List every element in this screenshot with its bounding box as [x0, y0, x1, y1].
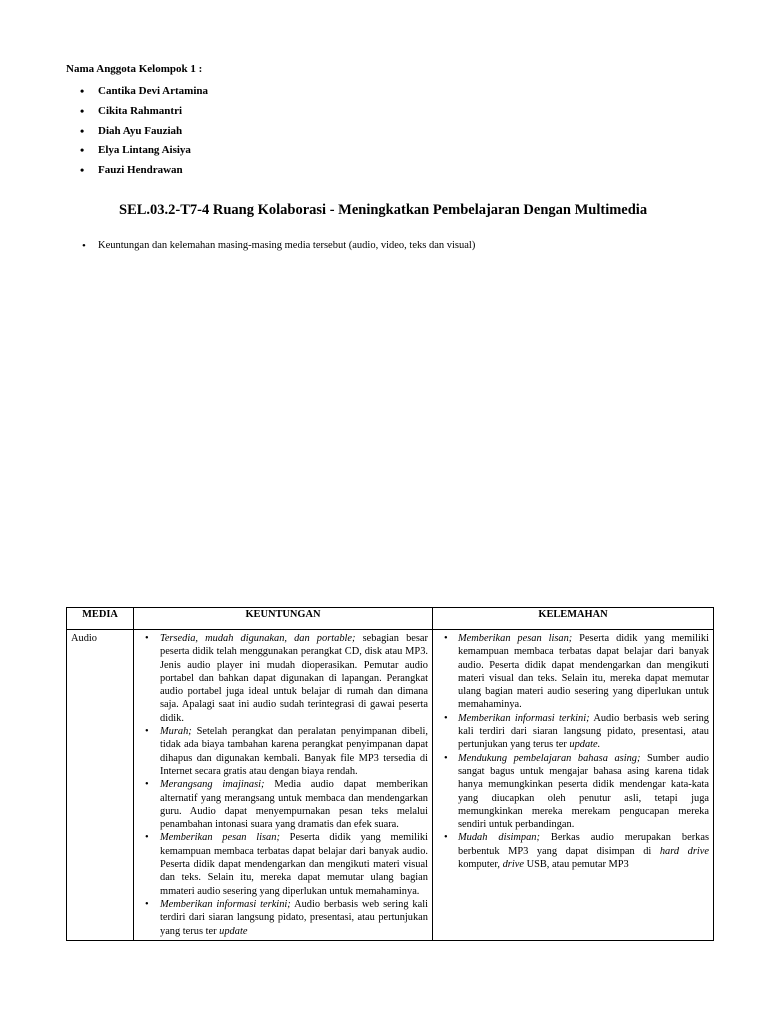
member-name: • Cantika Devi Artamina	[80, 83, 208, 103]
bullet-icon: •	[82, 240, 86, 252]
item-tail: drive	[502, 859, 524, 871]
header-kelemahan: KELEMAHAN	[433, 608, 714, 630]
item-text: Audio berbasis web sering kali terdiri dari siaran langsung pidato, presentasi, atau pertunjukan yang terus ter	[160, 898, 428, 937]
keuntungan-cell	[134, 630, 433, 941]
list-item	[138, 632, 428, 725]
member-name: • Cikita Rahmantri	[80, 103, 208, 123]
list-item	[437, 712, 709, 752]
item-text: Sumber audio sangat bagus untuk mengajar bahasa asing karena tidak hanya memungkinkan peserta didik mendengar kata-kata yang diucapkan oleh penutur asli, tetapi juga memungkinkan mereka merekam pengucapan mereka sendiri untuk perbandingan.	[458, 752, 710, 831]
item-term: Murah;	[160, 726, 192, 738]
list-item	[138, 898, 428, 938]
kelemahan-cell	[433, 630, 714, 941]
item-term: Memberikan informasi terkini;	[458, 712, 590, 724]
item-tail: hard drive	[659, 845, 709, 857]
item-text: Audio berbasis web sering kali terdiri dari siaran langsung pidato, presentasi, atau pertunjukan yang terus ter	[458, 712, 709, 751]
item-term: Mendukung pembelajaran bahasa asing;	[458, 752, 641, 764]
document-title: SEL.03.2-T7-4 Ruang Kolaborasi - Meningkatkan Pembelajaran Dengan Multimedia	[119, 202, 648, 218]
item-text: sebagian besar peserta didik telah menggunakan perangkat CD, disk atau MP3. Jenis audio player ini mudah dioperasikan. Pemutar audio portabel dan bahkan dapat digunakan di lapangan. Perangkat audio portabel juga ideal untuk belajar di rumah dan dimana saja. Apalagi saat ini audio sudah terintegrasi di gawai peserta didik.	[160, 633, 428, 724]
item-tail: update.	[569, 739, 601, 751]
item-text: Berkas audio merupakan berkas berbentuk MP3 yang dapat disimpan di	[458, 832, 709, 857]
member-name: • Elya Lintang Aisiya	[80, 142, 208, 162]
item-term: Memberikan pesan lisan;	[160, 832, 280, 844]
list-item	[138, 831, 428, 897]
item-term: Tersedia, mudah digunakan, dan portable;	[160, 633, 356, 644]
intro-text: Keuntungan dan kelemahan masing-masing media tersebut (audio, video, teks dan visual)	[98, 240, 476, 251]
item-term: Memberikan informasi terkini;	[160, 898, 291, 910]
intro-bullet	[82, 239, 475, 253]
member-name: • Fauzi Hendrawan	[80, 162, 208, 182]
list-item	[138, 725, 428, 778]
list-item	[437, 831, 709, 871]
list-item	[437, 632, 709, 712]
keuntungan-list	[138, 632, 428, 938]
item-text: Media audio dapat memberikan alternatif yang merangsang untuk membaca dan mendengarkan guru. Audio dapat menyempurnakan pesan teks melalui penambahan intonasi suara yang dramatis dan efek suara.	[160, 779, 428, 831]
members-list	[80, 83, 208, 182]
item-text: USB, atau pemutar MP3	[523, 859, 629, 871]
kelemahan-list	[437, 632, 709, 871]
list-item	[138, 778, 428, 831]
item-text: Peserta didik yang memiliki kemampuan membaca terbatas dapat belajar dari banyak audio. Peserta didik dapat mendengarkan dan mengikuti materi visual dan teks. Selain itu, mereka dapat memutar ulang bagian materi audio sesering yang diperlukan untuk memahaminya.	[458, 633, 709, 711]
media-comparison-table	[66, 607, 714, 941]
item-text: komputer,	[458, 859, 503, 871]
list-item	[437, 752, 709, 832]
table-header-row	[67, 608, 714, 630]
item-text: Setelah perangkat dan peralatan penyimpanan dibeli, tidak ada biaya tambahan karena perangkat penyimpanan dapat dihapus dan digunakan kembali. Banyak file MP3 tersedia di Internet secara gratis atau dengan biaya rendah.	[160, 726, 428, 777]
item-tail: update	[219, 925, 248, 937]
table-row	[67, 630, 714, 941]
members-heading: Nama Anggota Kelompok 1 :	[66, 63, 203, 75]
media-name-cell: Audio	[67, 630, 134, 941]
header-keuntungan: KEUNTUNGAN	[134, 608, 433, 630]
item-term: Memberikan pesan lisan;	[458, 633, 573, 644]
item-text: Peserta didik yang memiliki kemampuan membaca terbatas dapat belajar dari banyak audio. Peserta didik dapat mendengarkan dan mengikuti materi visual dan teks. Selain itu, mereka dapat memutar ulang bagian mmateri audio sesering yang diperlukan untuk memahaminya.	[160, 832, 428, 897]
header-media: MEDIA	[67, 608, 134, 630]
item-term: Mudah disimpan;	[458, 832, 540, 844]
member-name: • Diah Ayu Fauziah	[80, 123, 208, 143]
item-term: Merangsang imajinasi;	[160, 779, 265, 791]
